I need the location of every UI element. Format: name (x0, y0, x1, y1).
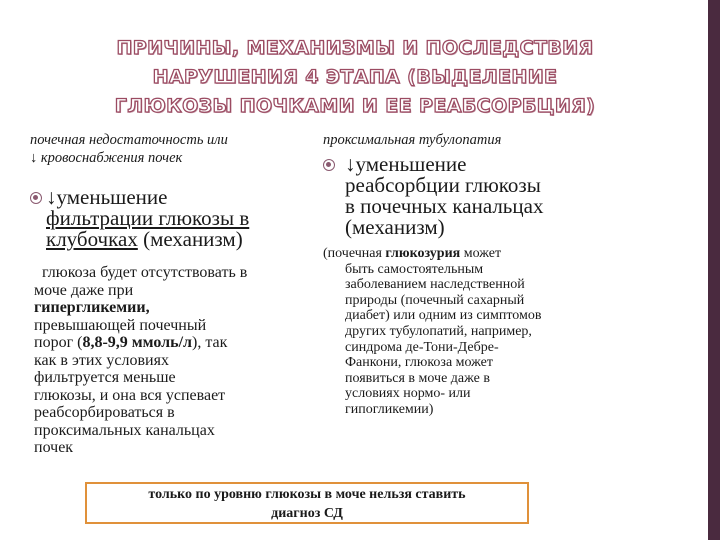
conclusion-line-1: только по уровню глюкозы в моче нельзя ставить (148, 487, 466, 502)
left-body-line: проксимальных канальцах (34, 421, 215, 439)
left-column (30, 131, 320, 457)
right-heading: проксимальная тубулопатия (323, 132, 502, 148)
left-bullet-line-3: клубочках (46, 227, 138, 251)
left-bullet-mechanism: (механизм) (137, 227, 243, 251)
right-body (323, 246, 613, 418)
right-body-line: синдрома де-Тони-Дебре- (345, 339, 499, 355)
left-body-line: глюкоза будет отсутствовать в (42, 264, 248, 281)
conclusion-box (85, 482, 529, 524)
circle-bullet-icon (30, 192, 42, 204)
left-body-line: почек (34, 439, 74, 456)
slide-title (30, 34, 680, 121)
left-body-line: порог ( (34, 334, 83, 351)
left-bullet (30, 187, 320, 250)
left-body (30, 264, 320, 457)
right-column (323, 131, 613, 418)
left-body-line: фильтруется меньше (34, 369, 176, 386)
left-bullet-line-2: фильтрации глюкозы в (46, 206, 250, 230)
right-bullet-line-3: в почечных канальцах (345, 194, 544, 218)
left-bullet-line-1: ↓уменьшение (46, 185, 168, 209)
right-body-line: диабет) или одним из симптомов (345, 308, 542, 324)
right-body-line: гипогликемии) (345, 401, 434, 417)
right-body-line: природы (почечный сахарный (345, 292, 525, 308)
left-body-threshold: 8,8-9,9 ммоль/л (82, 334, 193, 351)
right-body-line: может (460, 246, 502, 261)
right-body-line: быть самостоятельным (345, 261, 484, 277)
left-heading-line-1: почечная недостаточность или (30, 132, 228, 148)
right-bullet-line-4: (механизм) (345, 215, 445, 239)
left-body-line: превышающей почечный (34, 316, 207, 334)
left-body-line: как в этих условиях (34, 351, 169, 369)
title-line-2: НАРУШЕНИЯ 4 ЭТАПА (ВЫДЕЛЕНИЕ (152, 66, 558, 88)
side-stripe (708, 0, 720, 540)
right-bullet (323, 154, 613, 238)
circle-bullet-icon (323, 159, 335, 171)
left-body-line: реабсорбироваться в (34, 404, 175, 421)
title-line-1: ПРИЧИНЫ, МЕХАНИЗМЫ И ПОСЛЕДСТВИЯ (116, 37, 594, 59)
left-heading-line-2: ↓ кровоснабжения почек (30, 150, 183, 166)
left-body-line: моче даже при (34, 281, 134, 299)
right-body-line: других тубулопатий, например, (345, 323, 532, 339)
left-heading (30, 131, 320, 167)
right-bullet-line-2: реабсорбции глюкозы (345, 173, 541, 197)
right-body-line: заболеванием наследственной (345, 277, 525, 293)
left-body-line: ), так (192, 334, 228, 351)
conclusion-line-2: диагноз СД (271, 506, 343, 521)
title-line-3: ГЛЮКОЗЫ ПОЧКАМИ И ЕЕ РЕАБСОРБЦИЯ) (114, 95, 596, 117)
right-body-line: Фанкони, глюкоза может (345, 355, 493, 371)
right-body-bold: глюкозурия (385, 246, 461, 261)
left-body-line: глюкозы, и она вся успевает (34, 386, 226, 404)
left-body-bold: гипергликемии, (34, 299, 150, 316)
right-body-line: появиться в моче даже в (345, 370, 490, 386)
right-body-line: (почечная (323, 246, 386, 261)
right-body-line: условиях нормо- или (345, 386, 471, 402)
right-bullet-line-1: ↓уменьшение (345, 152, 467, 176)
